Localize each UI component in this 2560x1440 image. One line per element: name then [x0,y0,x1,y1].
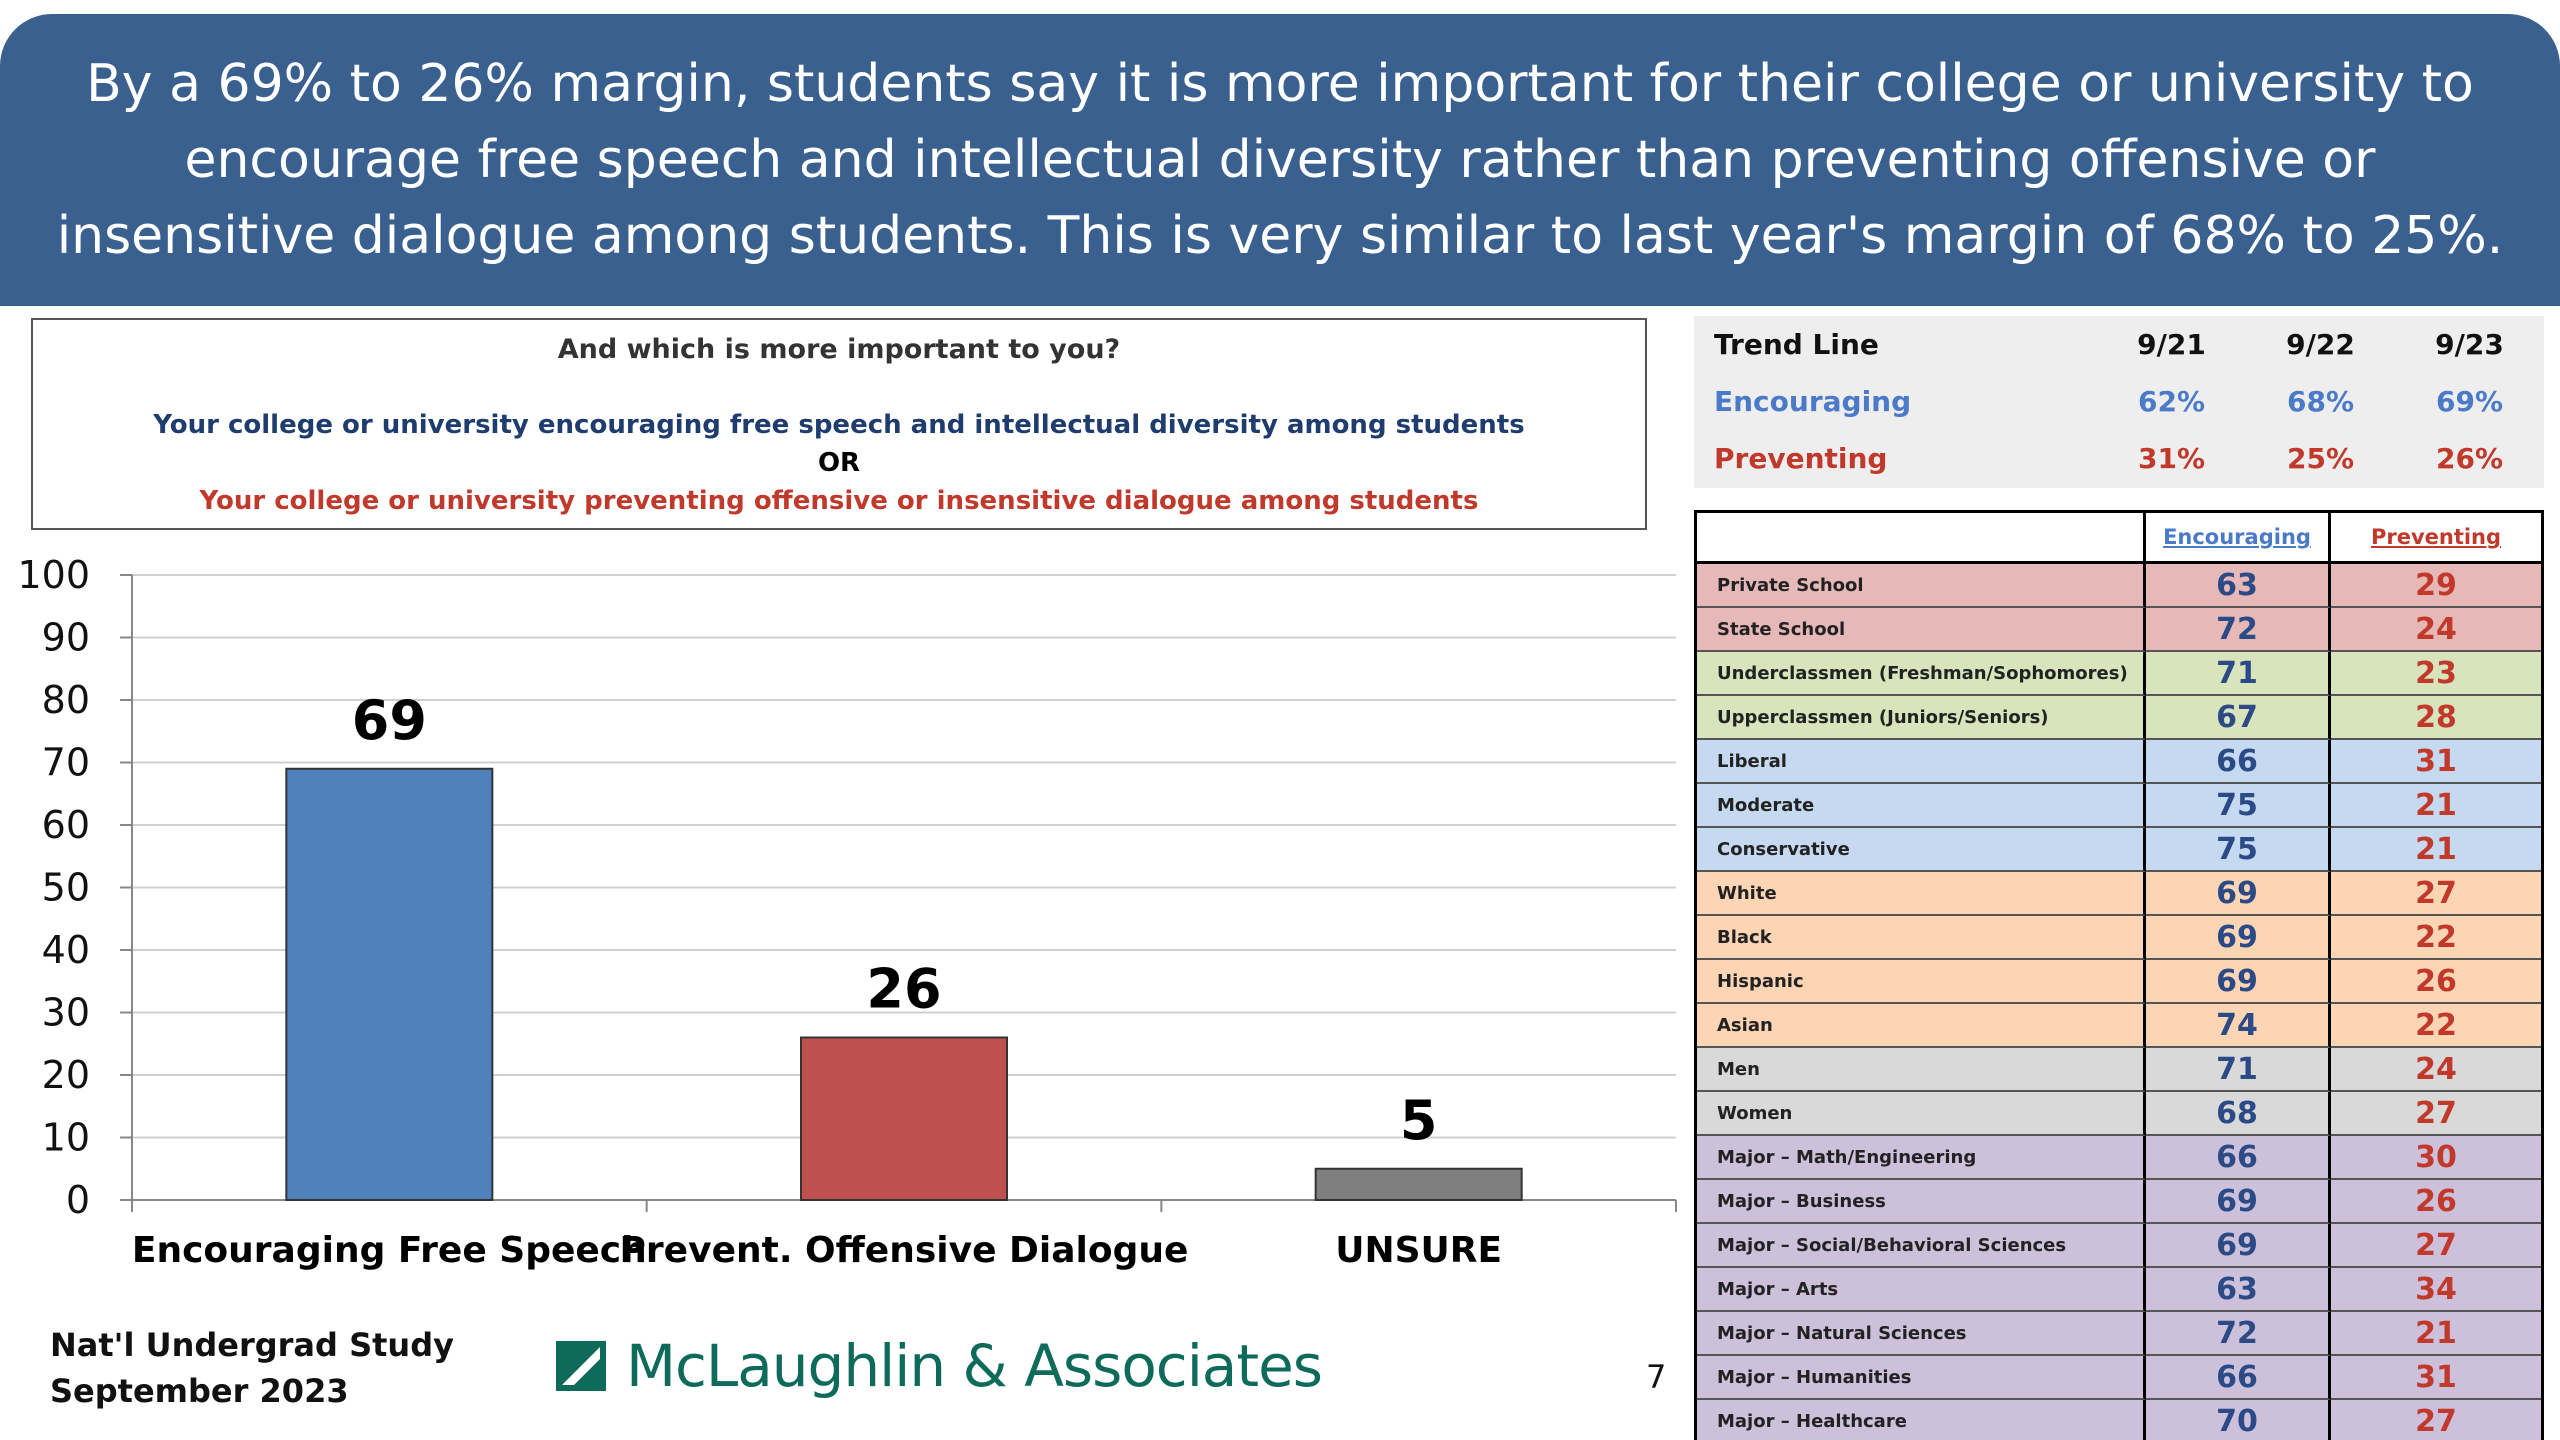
trend-value: 69% [2435,385,2504,418]
trend-header-row [1694,316,2544,373]
table-row [1697,960,2541,1004]
trend-date: 9/23 [2435,328,2504,361]
row-label: Major – Humanities [1697,1356,2146,1400]
row-label: Asian [1697,1004,2146,1048]
trend-date: 9/22 [2286,328,2355,361]
table-row [1697,872,2541,916]
data-label: 5 [1399,1088,1438,1152]
row-label: Moderate [1697,784,2146,828]
trend-line-table [1694,316,2544,488]
table-row [1697,1224,2541,1268]
study-name: Nat'l Undergrad Study [50,1326,454,1364]
encouraging-value: 66 [2146,1356,2331,1400]
logo-mark-icon [556,1341,606,1391]
table-row [1697,740,2541,784]
y-tick-label: 0 [65,1178,90,1222]
bar [286,769,492,1200]
encouraging-value: 63 [2146,564,2331,608]
table-row [1697,828,2541,872]
table-row [1697,608,2541,652]
bar [1316,1169,1522,1200]
preventing-value: 34 [2331,1268,2541,1312]
table-row [1697,1048,2541,1092]
trend-row-preventing [1694,430,2544,487]
y-tick-label: 50 [41,865,90,910]
preventing-value: 21 [2331,784,2541,828]
y-tick-label: 70 [41,740,90,785]
encouraging-value: 69 [2146,916,2331,960]
encouraging-value: 74 [2146,1004,2331,1048]
encouraging-value: 75 [2146,784,2331,828]
encouraging-value: 71 [2146,652,2331,696]
table-row [1697,1312,2541,1356]
row-label: Major – Arts [1697,1268,2146,1312]
table-row [1697,1400,2541,1440]
demographics-header-blank [1697,513,2146,564]
question-prompt: And which is more important to you? [557,334,1121,365]
trend-row-label: Preventing [1714,442,1888,475]
data-label: 69 [351,688,427,752]
encouraging-value: 69 [2146,1224,2331,1268]
preventing-value: 22 [2331,916,2541,960]
demographics-body [1697,564,2541,1440]
preventing-value: 24 [2331,1048,2541,1092]
col-encouraging-header: Encouraging [2146,513,2331,564]
y-tick-label: 30 [41,990,90,1035]
encouraging-value: 69 [2146,872,2331,916]
option-prevent: Your college or university preventing offensive or insensitive dialogue among students [199,486,1479,516]
table-row [1697,1180,2541,1224]
trend-value: 25% [2286,442,2355,475]
encouraging-value: 66 [2146,1136,2331,1180]
table-row [1697,1268,2541,1312]
preventing-value: 30 [2331,1136,2541,1180]
table-row [1697,1092,2541,1136]
preventing-value: 29 [2331,564,2541,608]
row-label: Women [1697,1092,2146,1136]
preventing-value: 26 [2331,1180,2541,1224]
category-label: UNSURE [1335,1230,1503,1271]
study-info [50,1322,454,1414]
row-label: Liberal [1697,740,2146,784]
page-number: 7 [1646,1358,1667,1396]
trend-row-encouraging [1694,373,2544,430]
study-date: September 2023 [50,1372,349,1410]
row-label: Upperclassmen (Juniors/Seniors) [1697,696,2146,740]
preventing-value: 23 [2331,652,2541,696]
row-label: Underclassmen (Freshman/Sophomores) [1697,652,2146,696]
category-label: Prevent. Offensive Dialogue [619,1230,1189,1271]
y-tick-label: 100 [17,553,90,597]
y-tick-label: 10 [41,1115,90,1160]
preventing-value: 27 [2331,1092,2541,1136]
encouraging-value: 68 [2146,1092,2331,1136]
encouraging-value: 75 [2146,828,2331,872]
trend-row-label: Encouraging [1714,385,1912,418]
headline-text: By a 69% to 26% margin, students say it is more important for their college or university to encourage free speech and intellectual diversity rather than preventing offensive or insensitive dialogue among students. This is very similar to last year's margin of 68% to 25%. [56,54,2504,266]
option-encourage: Your college or university encouraging free speech and intellectual diversity among students [153,410,1525,440]
row-label: Major – Social/Behavioral Sciences [1697,1224,2146,1268]
encouraging-value: 71 [2146,1048,2331,1092]
encouraging-value: 67 [2146,696,2331,740]
preventing-value: 27 [2331,1224,2541,1268]
y-tick-label: 40 [41,928,90,972]
table-row [1697,1136,2541,1180]
y-tick-label: 20 [41,1053,90,1097]
preventing-value: 27 [2331,872,2541,916]
row-label: Black [1697,916,2146,960]
y-tick-label: 60 [41,803,90,847]
company-logo [556,1332,1322,1400]
row-label: Private School [1697,564,2146,608]
preventing-value: 31 [2331,1356,2541,1400]
row-label: Major – Natural Sciences [1697,1312,2146,1356]
question-box [31,318,1647,530]
trend-value: 31% [2138,442,2206,475]
table-row [1697,696,2541,740]
preventing-value: 21 [2331,1312,2541,1356]
row-label: Conservative [1697,828,2146,872]
row-label: State School [1697,608,2146,652]
demographics-table [1694,510,2544,1440]
trend-value: 62% [2138,385,2206,418]
row-label: Hispanic [1697,960,2146,1004]
table-row [1697,784,2541,828]
preventing-value: 22 [2331,1004,2541,1048]
encouraging-value: 70 [2146,1400,2331,1440]
row-label: Men [1697,1048,2146,1092]
table-row [1697,916,2541,960]
bar [801,1038,1007,1201]
encouraging-value: 66 [2146,740,2331,784]
demographics-header-row [1697,513,2541,564]
category-label: Encouraging Free Speech [131,1230,647,1271]
table-row [1697,564,2541,608]
trend-value: 26% [2435,442,2504,475]
row-label: Major – Math/Engineering [1697,1136,2146,1180]
encouraging-value: 63 [2146,1268,2331,1312]
y-tick-label: 80 [41,678,90,722]
row-label: White [1697,872,2146,916]
option-or: OR [817,448,861,478]
col-preventing-header: Preventing [2331,513,2541,564]
encouraging-value: 69 [2146,960,2331,1004]
preventing-value: 28 [2331,696,2541,740]
table-row [1697,652,2541,696]
data-label: 26 [866,957,942,1021]
table-row [1697,1004,2541,1048]
preventing-value: 27 [2331,1400,2541,1440]
bar-chart [0,545,1690,1305]
preventing-value: 31 [2331,740,2541,784]
y-tick-label: 90 [41,615,90,660]
encouraging-value: 72 [2146,1312,2331,1356]
row-label: Major – Healthcare [1697,1400,2146,1440]
encouraging-value: 72 [2146,608,2331,652]
preventing-value: 26 [2331,960,2541,1004]
trend-title: Trend Line [1714,328,1879,361]
logo-text: McLaughlin & Associates [626,1332,1322,1400]
preventing-value: 24 [2331,608,2541,652]
preventing-value: 21 [2331,828,2541,872]
trend-date: 9/21 [2137,328,2206,361]
trend-value: 68% [2286,385,2355,418]
row-label: Major – Business [1697,1180,2146,1224]
table-row [1697,1356,2541,1400]
encouraging-value: 69 [2146,1180,2331,1224]
headline-banner [0,14,2560,306]
